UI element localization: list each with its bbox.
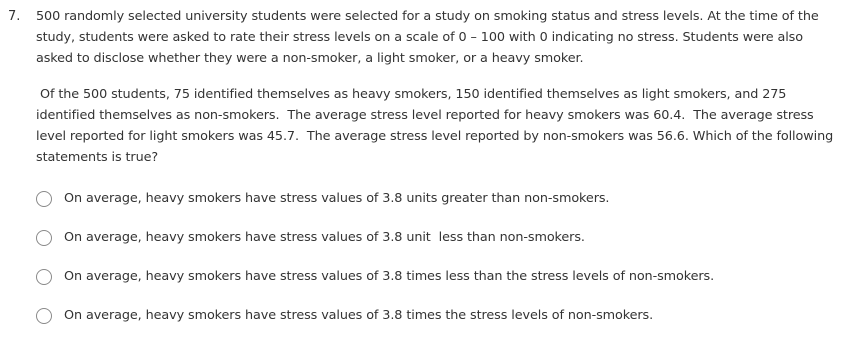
- answer-choice-4[interactable]: [36, 303, 714, 329]
- answer-choice-3[interactable]: [36, 264, 714, 290]
- answer-choice-1[interactable]: [36, 186, 714, 212]
- answer-choice-label[interactable]: On average, heavy smokers have stress values of 3.8 times the stress levels of non-smokers.: [64, 308, 654, 323]
- question-paragraph-1: 500 randomly selected university students were selected for a study on smoking status and stress levels. At the time of the study, students were asked to rate their stress levels on a scale of 0 – 100 with 0 indicating no stress. Students were also asked to disclose whether they were a non-smoker, a light smoker, or a heavy smoker.: [36, 9, 819, 66]
- answer-choice-label[interactable]: On average, heavy smokers have stress values of 3.8 unit less than non-smokers.: [64, 230, 585, 245]
- radio-button-icon[interactable]: [36, 191, 52, 207]
- radio-button-icon[interactable]: [36, 230, 52, 246]
- answer-choices: [36, 186, 714, 342]
- radio-button-icon[interactable]: [36, 269, 52, 285]
- answer-choice-label[interactable]: On average, heavy smokers have stress values of 3.8 units greater than non-smokers.: [64, 191, 610, 206]
- answer-choice-label[interactable]: On average, heavy smokers have stress values of 3.8 times less than the stress levels of non-smokers.: [64, 269, 715, 284]
- question-number: 7.: [8, 9, 21, 24]
- question-paragraph-2: Of the 500 students, 75 identified themselves as heavy smokers, 150 identified themselves as light smokers, and 275 identified themselves as non-smokers. The average stress level reported for heavy smokers was 60.4. The average stress level reported for light smokers was 45.7. The average stress level reported by non-smokers was 56.6. Which of the following statements is true?: [36, 87, 838, 165]
- answer-choice-2[interactable]: [36, 225, 714, 251]
- question-body: [36, 6, 836, 168]
- radio-button-icon[interactable]: [36, 308, 52, 324]
